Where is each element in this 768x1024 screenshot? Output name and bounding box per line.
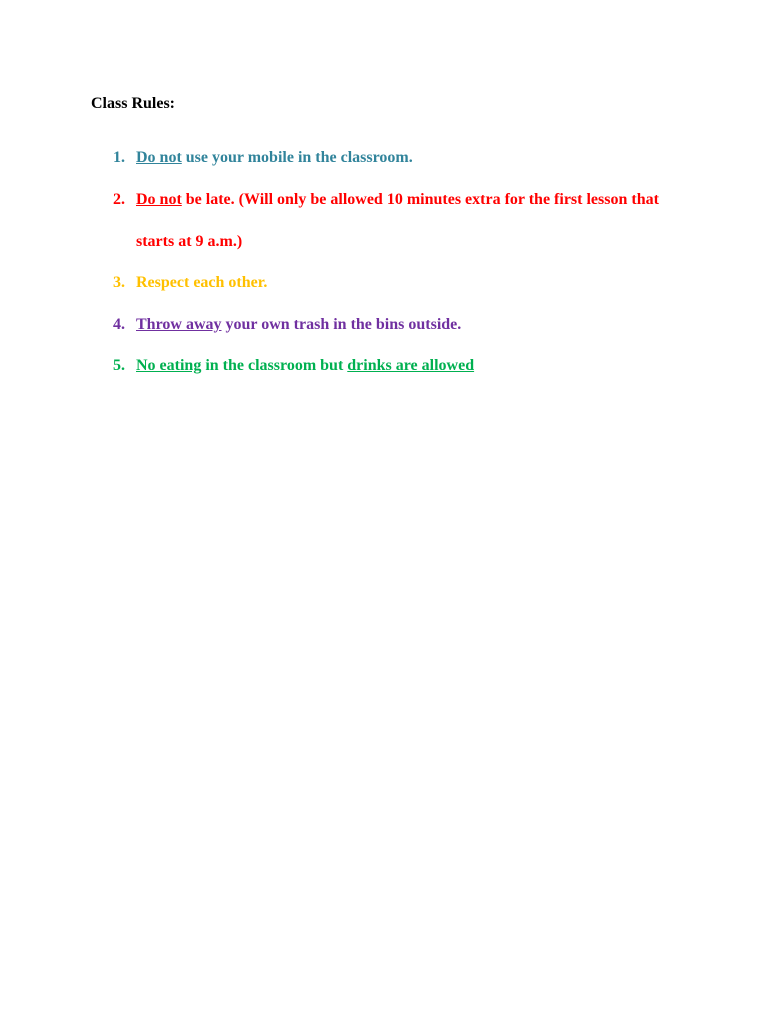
rule-emphasis: Do not	[136, 149, 182, 167]
rule-text	[136, 137, 696, 179]
rule-rest: be late. (Will only be allowed 10 minutes extra for the first lesson that starts at 9 a.m.)	[136, 191, 659, 250]
document-heading: Class Rules:	[91, 95, 176, 112]
rule-number: 2.	[113, 191, 125, 208]
rule-emphasis: No eating	[136, 357, 202, 375]
rule-text	[136, 304, 696, 346]
rule-emphasis: Do not	[136, 191, 182, 209]
rule-emphasis-2: drinks are allowed	[347, 357, 475, 375]
rule-text	[136, 179, 696, 262]
rule-middle: in the classroom but	[201, 357, 348, 375]
rule-number: 3.	[113, 274, 125, 291]
rule-text: Respect each other.	[136, 274, 268, 292]
rule-rest: your own trash in the bins outside.	[221, 316, 462, 334]
rule-number: 1.	[113, 149, 125, 166]
rule-emphasis: Throw away	[136, 316, 222, 334]
rule-rest: use your mobile in the classroom.	[181, 149, 413, 167]
rule-number: 4.	[113, 316, 125, 333]
rule-number: 5.	[113, 357, 125, 374]
rule-text	[136, 345, 696, 387]
